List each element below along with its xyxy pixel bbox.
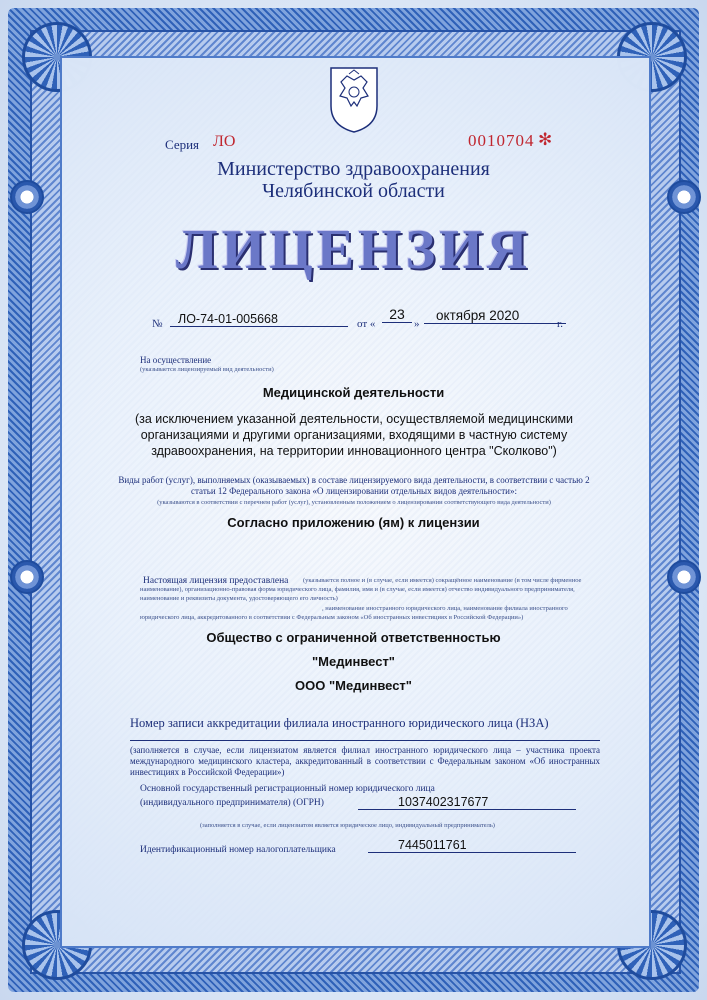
license-day: 23	[382, 306, 412, 323]
serial-number: 0010704	[468, 131, 535, 150]
licensee-name-line-2: "Мединвест"	[312, 654, 395, 669]
licensee-short-name: ООО "Мединвест"	[295, 678, 412, 693]
quote-close: »	[414, 318, 420, 330]
works-value: Согласно приложению (ям) к лицензии	[227, 515, 480, 530]
series-label: Серия	[165, 137, 200, 152]
side-medallion	[667, 180, 701, 214]
number-label: №	[152, 318, 163, 330]
licensee-name-line-1: Общество с ограниченной ответственностью	[206, 630, 501, 645]
series-value: ЛО	[213, 133, 236, 150]
works-hint: (указываются в соответствии с перечнем работ (услуг), установленным положением о лицензировании соответствующего вида деятельности)	[157, 499, 551, 506]
license-number: ЛО-74-01-005668	[170, 312, 348, 327]
authority-line-2: Челябинской области	[262, 180, 445, 202]
ogrn-label-line-1: Основной государственный регистрационный номер юридического лица	[140, 784, 435, 794]
activity-exclusion: (за исключением указанной деятельности, осуществляемой медицинскими организациями и другими организациями, входящими в частную систему здравоохранения, на территории инновационного центра "Сколково")	[134, 412, 574, 458]
license-month-year: октября 2020	[424, 308, 566, 324]
inn-label: Идентификационный номер налогоплательщика	[140, 845, 336, 855]
side-medallion	[10, 560, 44, 594]
nza-label: Номер записи аккредитации филиала иностранного юридического лица (НЗА)	[130, 716, 549, 730]
nza-note: (заполняется в случае, если лицензиатом является филиал иностранного юридического лица – участника проекта международного медицинского кластера, аккредитованный в соответствии с Федеральным законом «Об иностранных инвестициях в Российской Федерации»)	[130, 745, 600, 777]
ogrn-value: 1037402317677	[358, 795, 576, 810]
year-suffix: г.	[557, 318, 564, 330]
side-medallion	[10, 180, 44, 214]
issuing-authority	[100, 158, 607, 202]
date-from-label: от «	[357, 318, 376, 330]
nza-value-line	[130, 740, 600, 741]
side-medallion	[667, 560, 701, 594]
activity-hint: (указывается лицензируемый вид деятельности)	[140, 366, 274, 373]
works-description: Виды работ (услуг), выполняемых (оказываемых) в составе лицензируемого вида деятельности, в соответствии с частью 2 статьи 12 Федерального закона «О лицензировании отдельных видов деятельности»:	[118, 475, 590, 496]
coat-of-arms-icon	[327, 62, 381, 134]
licensee-hint: (указывается полное и (в случае, если имеется) сокращённое наименование (в том числе фирменное наименование), организационно-правовая форма юридического лица, фамилия, имя и (в случае, если имеется) отчество индивидуального предпринимателя, наименование и реквизиты документа, удостоверяющего его личность)	[140, 577, 582, 602]
document-title: ЛИЦЕНЗИЯ	[175, 219, 532, 281]
inn-value: 7445011761	[368, 838, 576, 853]
licensee-hint-foreign: , наименование иностранного юридического лица, наименование филиала иностранного юридического лица, аккредитованного в соответствии с Федеральным законом «Об иностранных инвестициях в Российской Федерации»)	[140, 605, 568, 621]
activity-label: На осуществление	[140, 355, 212, 365]
activity-value: Медицинской деятельности	[262, 385, 445, 400]
ogrn-note: (заполняется в случае, если лицензиатом является юридическое лицо, индивидуальный предприниматель)	[200, 822, 495, 829]
licensee-intro: Настоящая лицензия предоставлена	[143, 576, 289, 586]
ogrn-label-line-2: (индивидуального предпринимателя) (ОГРН)	[140, 798, 324, 808]
serial-mark: ✻	[538, 130, 553, 149]
authority-line-1: Министерство здравоохранения	[217, 158, 490, 180]
